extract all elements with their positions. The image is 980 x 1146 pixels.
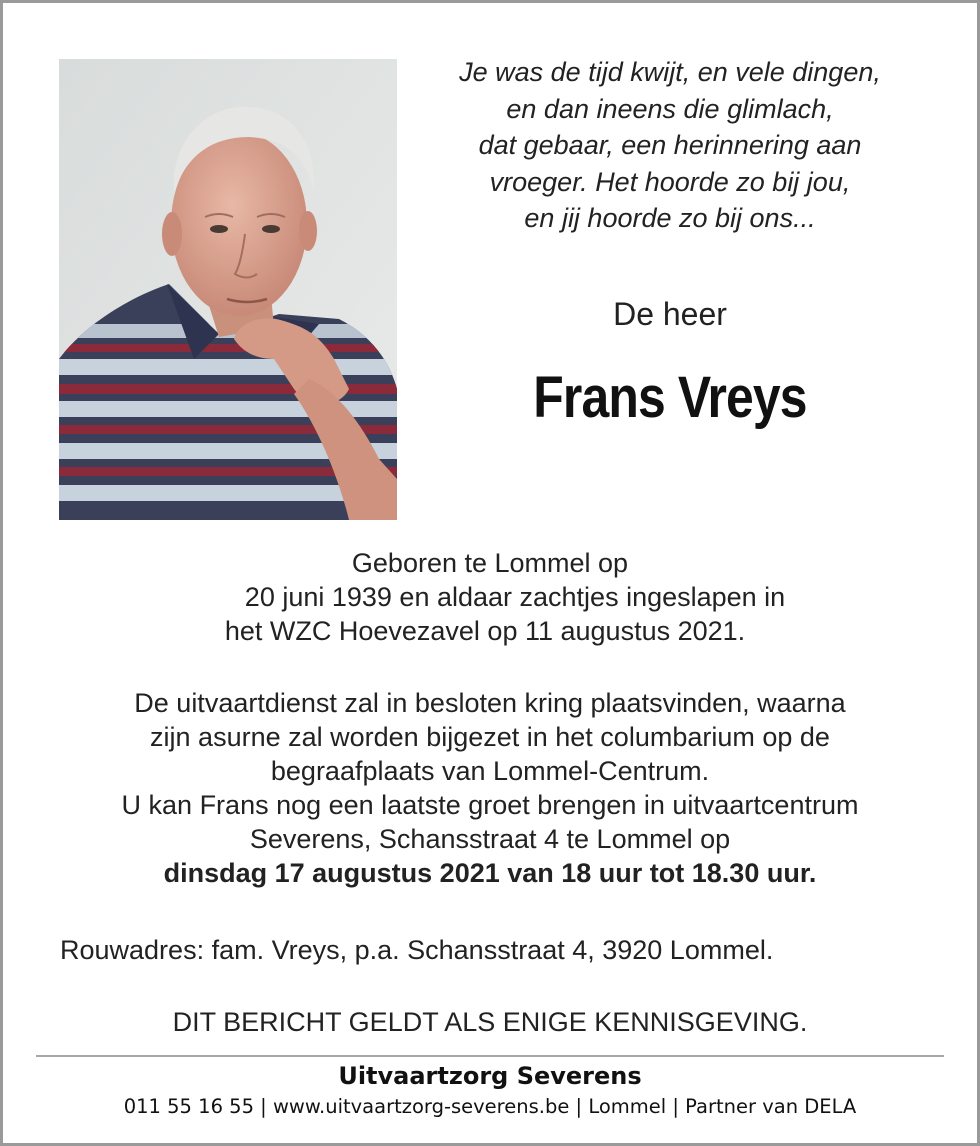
- poem-line: dat gebaar, een herinnering aan: [478, 130, 862, 160]
- deceased-name: Frans Vreys: [533, 365, 807, 430]
- birth-line: het WZC Hoevezavel op 11 augustus 2021.: [224, 616, 746, 646]
- poem-line: vroeger. Het hoorde zo bij jou,: [489, 166, 851, 197]
- birth-line: Geboren te Lommel op: [351, 548, 629, 578]
- mourning-address: Rouwadres: fam. Vreys, p.a. Schansstraat 4, 3920 Lommel.: [60, 935, 774, 965]
- official-notice: DIT BERICHT GELDT ALS ENIGE KENNISGEVING.: [172, 1007, 808, 1037]
- service-line: U kan Frans nog een laatste groet brengen in uitvaartcentrum: [121, 790, 859, 820]
- poem-line: en dan ineens die glimlach,: [506, 93, 834, 124]
- funeral-service-details: [30, 686, 950, 890]
- undertaker-contact: 011 55 16 55 | www.uitvaartzorg-severens.be | Lommel | Partner van DELA: [123, 1095, 857, 1118]
- visitation-date: dinsdag 17 augustus 2021 van 18 uur tot 18.30 uur.: [163, 858, 817, 888]
- footer-divider: [36, 1055, 944, 1057]
- service-line: De uitvaartdienst zal in besloten kring plaatsvinden, waarna: [134, 688, 846, 718]
- honorific: De heer: [613, 296, 727, 332]
- poem-line: Je was de tijd kwijt, en vele dingen,: [459, 57, 881, 87]
- service-line: begraafplaats van Lommel-Centrum.: [270, 756, 710, 786]
- service-line: zijn asurne zal worden bijgezet in het columbarium op de: [150, 722, 830, 752]
- service-line: Severens, Schansstraat 4 te Lommel op: [249, 824, 731, 854]
- birth-death-details: [30, 546, 950, 648]
- undertaker-name: Uitvaartzorg Severens: [338, 1062, 642, 1090]
- memorial-poem: [410, 54, 930, 237]
- portrait-photo: [59, 59, 397, 520]
- birth-line: 20 juni 1939 en aldaar zachtjes ingeslapen in: [244, 582, 786, 612]
- poem-line: en jij hoorde zo bij ons...: [524, 203, 816, 233]
